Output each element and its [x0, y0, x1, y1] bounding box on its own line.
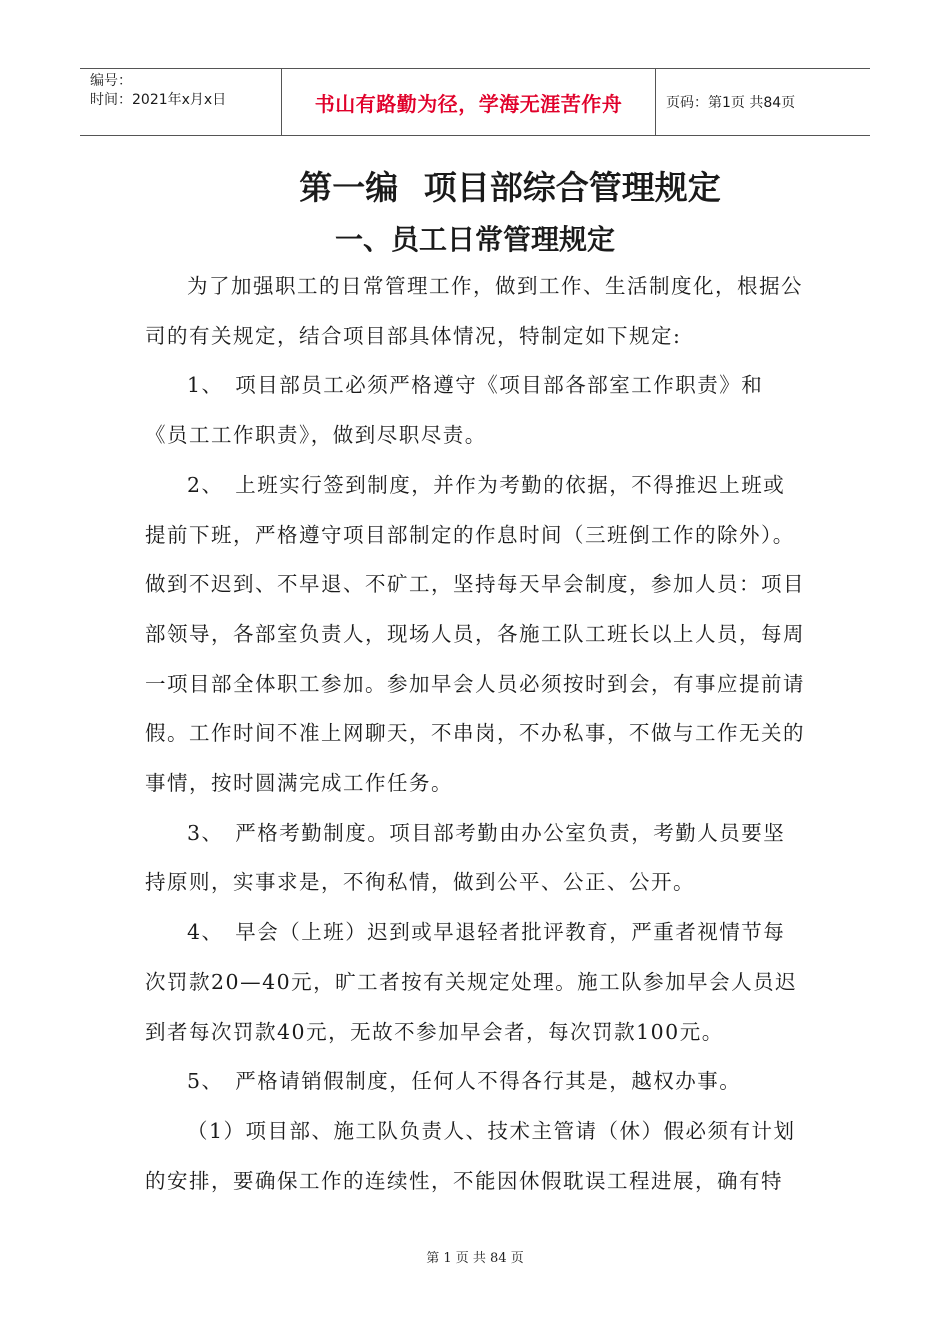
- document-date: 时间：2021年x月x日: [90, 92, 227, 108]
- paragraph-rule-3: 3、 严格考勤制度。项目部考勤由办公室负责，考勤人员要坚持原则，实事求是，不徇私情，做到公平、公正、公开。: [145, 820, 786, 895]
- header-page-info: 页码：第1页 共84页: [666, 95, 796, 111]
- header-motto: 书山有路勤为径，学海无涯苦作舟: [282, 69, 656, 135]
- document-title: 第一编 项目部综合管理规定: [299, 168, 721, 207]
- document-number-label: 编号：: [90, 73, 132, 89]
- header-meta: [80, 69, 282, 135]
- document-body: [145, 262, 807, 1206]
- paragraph-intro: 为了加强职工的日常管理工作，做到工作、生活制度化，根据公司的有关规定，结合项目部具体情况，特制定如下规定:: [145, 274, 803, 348]
- paragraph-rule-4: 4、 早会（上班）迟到或早退轻者批评教育，严重者视情节每次罚款20—40元，旷工者按有关规定处理。施工队参加早会人员迟到者每次罚款40元，无故不参加早会者，每次罚款100元。: [145, 920, 798, 1044]
- paragraph-rule-5-1: （1）项目部、施工队负责人、技术主管请（休）假必须有计划的安排，要确保工作的连续性，不能因休假耽误工程进展，确有特: [145, 1118, 796, 1193]
- paragraph-rule-5: 5、 严格请销假制度，任何人不得各行其是，越权办事。: [187, 1069, 742, 1094]
- section-title: 一、员工日常管理规定: [334, 223, 615, 256]
- paragraph-rule-2: 2、 上班实行签到制度，并作为考勤的依据，不得推迟上班或提前下班，严格遵守项目部制定的作息时间（三班倒工作的除外）。做到不迟到、不早退、不矿工，坚持每天早会制度，参加人员：项目部领导，各部室负责人，现场人员，各施工队工班长以上人员，每周一项目部全体职工参加。参加早会人员必须按时到会，有事应提前请假。工作时间不准上网聊天，不串岗，不办私事，不做与工作无关的事情，按时圆满完成工作任务。: [145, 472, 805, 796]
- page-footer: 第 1 页 共 84 页: [426, 1251, 524, 1266]
- page-header: [80, 68, 870, 136]
- paragraph-rule-1: 1、 项目部员工必须严格遵守《项目部各部室工作职责》和《员工工作职责》，做到尽职尽责。: [145, 373, 764, 448]
